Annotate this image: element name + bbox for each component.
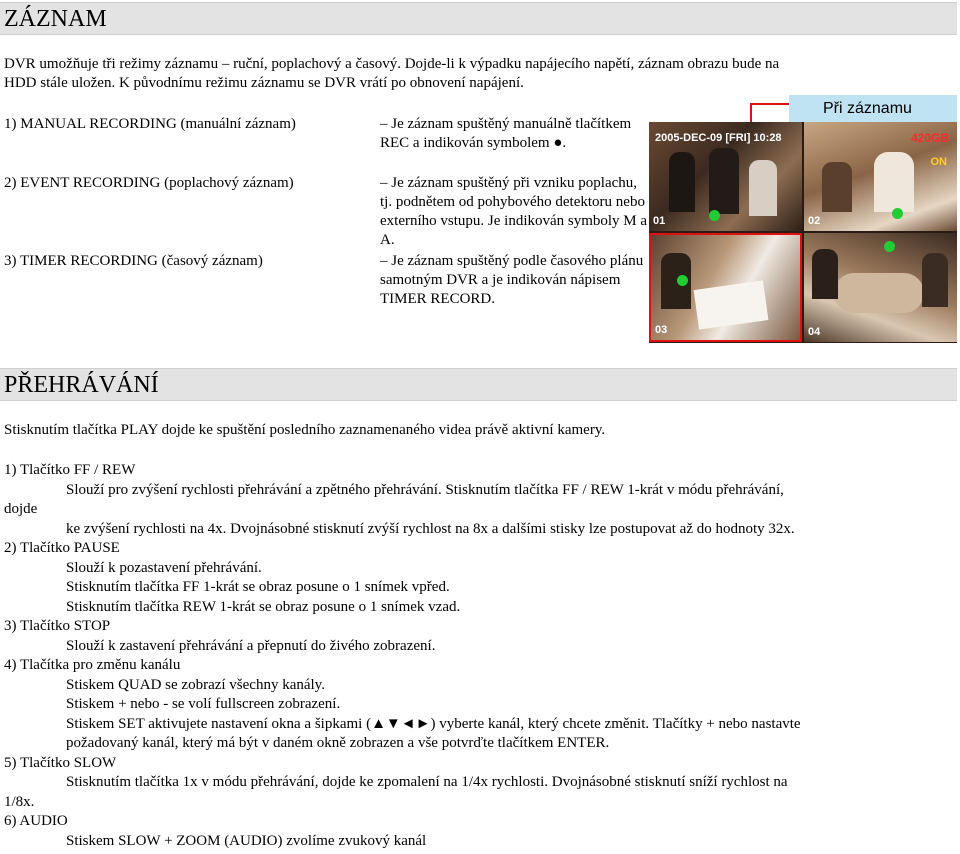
dvr-quad-screenshot (649, 122, 957, 343)
camera-number: 02 (808, 215, 821, 227)
mode-title-event: 2) EVENT RECORDING (poplachový záznam) (4, 175, 294, 191)
playback-intro: Stisknutím tlačítka PLAY dojde ke spuštění posledního zaznamenaného videa právě aktivní kamery. (4, 422, 606, 438)
rec-indicator-icon (677, 275, 688, 286)
item-text: Stiskem QUAD se zobrazí všechny kanály. (66, 677, 325, 693)
mode-title-manual: 1) MANUAL RECORDING (manuální záznam) (4, 116, 296, 132)
rec-indicator-icon (884, 241, 895, 252)
item-heading: 5) Tlačítko SLOW (4, 755, 117, 771)
intro-line-1: DVR umožňuje tři režimy záznamu – ruční, poplachový a časový. Dojde-li k výpadku napájecího napětí, záznam obrazu bude na (4, 56, 780, 72)
item-text: Slouží k pozastavení přehrávání. (66, 560, 262, 576)
section-heading-prehravani: PŘEHRÁVÁNÍ (0, 368, 957, 401)
item-text: Stiskem SET aktivujete nastavení okna a šipkami (▲▼◄►) vyberte kanál, který chcete změnit. Tlačítky + nebo nastavte (66, 716, 801, 732)
osd-datetime: 2005-DEC-09 [FRI] 10:28 (655, 132, 782, 144)
camera-view-04 (804, 233, 957, 342)
camera-number: 03 (655, 324, 668, 336)
item-text: dojde (4, 501, 38, 517)
mode-title-timer: 3) TIMER RECORDING (časový záznam) (4, 253, 263, 269)
item-heading: 6) AUDIO (4, 813, 68, 829)
item-text: Stiskem SLOW + ZOOM (AUDIO) zvolíme zvukový kanál (66, 833, 427, 849)
item-heading: 1) Tlačítko FF / REW (4, 462, 136, 478)
figure-caption: Při záznamu (789, 95, 957, 122)
item-text: požadovaný kanál, který má být v daném okně zobrazen a vše potvrďte tlačítkem ENTER. (66, 735, 610, 751)
rec-indicator-icon (709, 210, 720, 221)
item-text: Stisknutím tlačítka FF 1-krát se obraz posune o 1 snímek vpřed. (66, 579, 450, 595)
camera-number: 04 (808, 326, 821, 338)
camera-view-03 (649, 233, 802, 342)
mode-desc-event: – Je záznam spuštěný při vzniku poplachu, tj. podnětem od pohybového detektoru nebo externího vstupu. Je indikován symboly M a A. (380, 175, 648, 248)
section-heading-zaznam: ZÁZNAM (0, 2, 957, 35)
item-text: 1/8x. (4, 794, 35, 810)
item-text: Stisknutím tlačítka REW 1-krát se obraz posune o 1 snímek vzad. (66, 599, 461, 615)
item-text: Slouží pro zvýšení rychlosti přehrávání a zpětného přehrávání. Stisknutím tlačítka FF / REW 1-krát v módu přehrávání, (66, 482, 784, 498)
item-text: Stiskem + nebo - se volí fullscreen zobrazení. (66, 696, 341, 712)
item-heading: 3) Tlačítko STOP (4, 618, 111, 634)
intro-line-2: HDD stále uložen. K původnímu režimu záznamu se DVR vrátí po obnovení napájení. (4, 75, 524, 91)
osd-on-status: ON (930, 156, 947, 168)
item-heading: 4) Tlačítka pro změnu kanálu (4, 657, 181, 673)
item-text: ke zvýšení rychlosti na 4x. Dvojnásobné stisknutí zvýší rychlost na 8x a dalšími stisky lze postupovat až do hodnoty 32x. (66, 521, 795, 537)
item-heading: 2) Tlačítko PAUSE (4, 540, 120, 556)
rec-indicator-icon (892, 208, 903, 219)
camera-number: 01 (653, 215, 666, 227)
mode-desc-manual: – Je záznam spuštěný manuálně tlačítkem REC a indikován symbolem ●. (380, 116, 632, 151)
osd-hdd-capacity: 420GB (910, 131, 949, 145)
pointer-line-horizontal (750, 103, 789, 105)
item-text: Stisknutím tlačítka 1x v módu přehrávání, dojde ke zpomalení na 1/4x rychlosti. Dvojnásobné stisknutí sníží rychlost na (66, 774, 788, 790)
item-text: Slouží k zastavení přehrávání a přepnutí do živého zobrazení. (66, 638, 436, 654)
mode-desc-timer: – Je záznam spuštěný podle časového plánu samotným DVR a je indikován nápisem TIMER RECORD. (380, 253, 644, 307)
